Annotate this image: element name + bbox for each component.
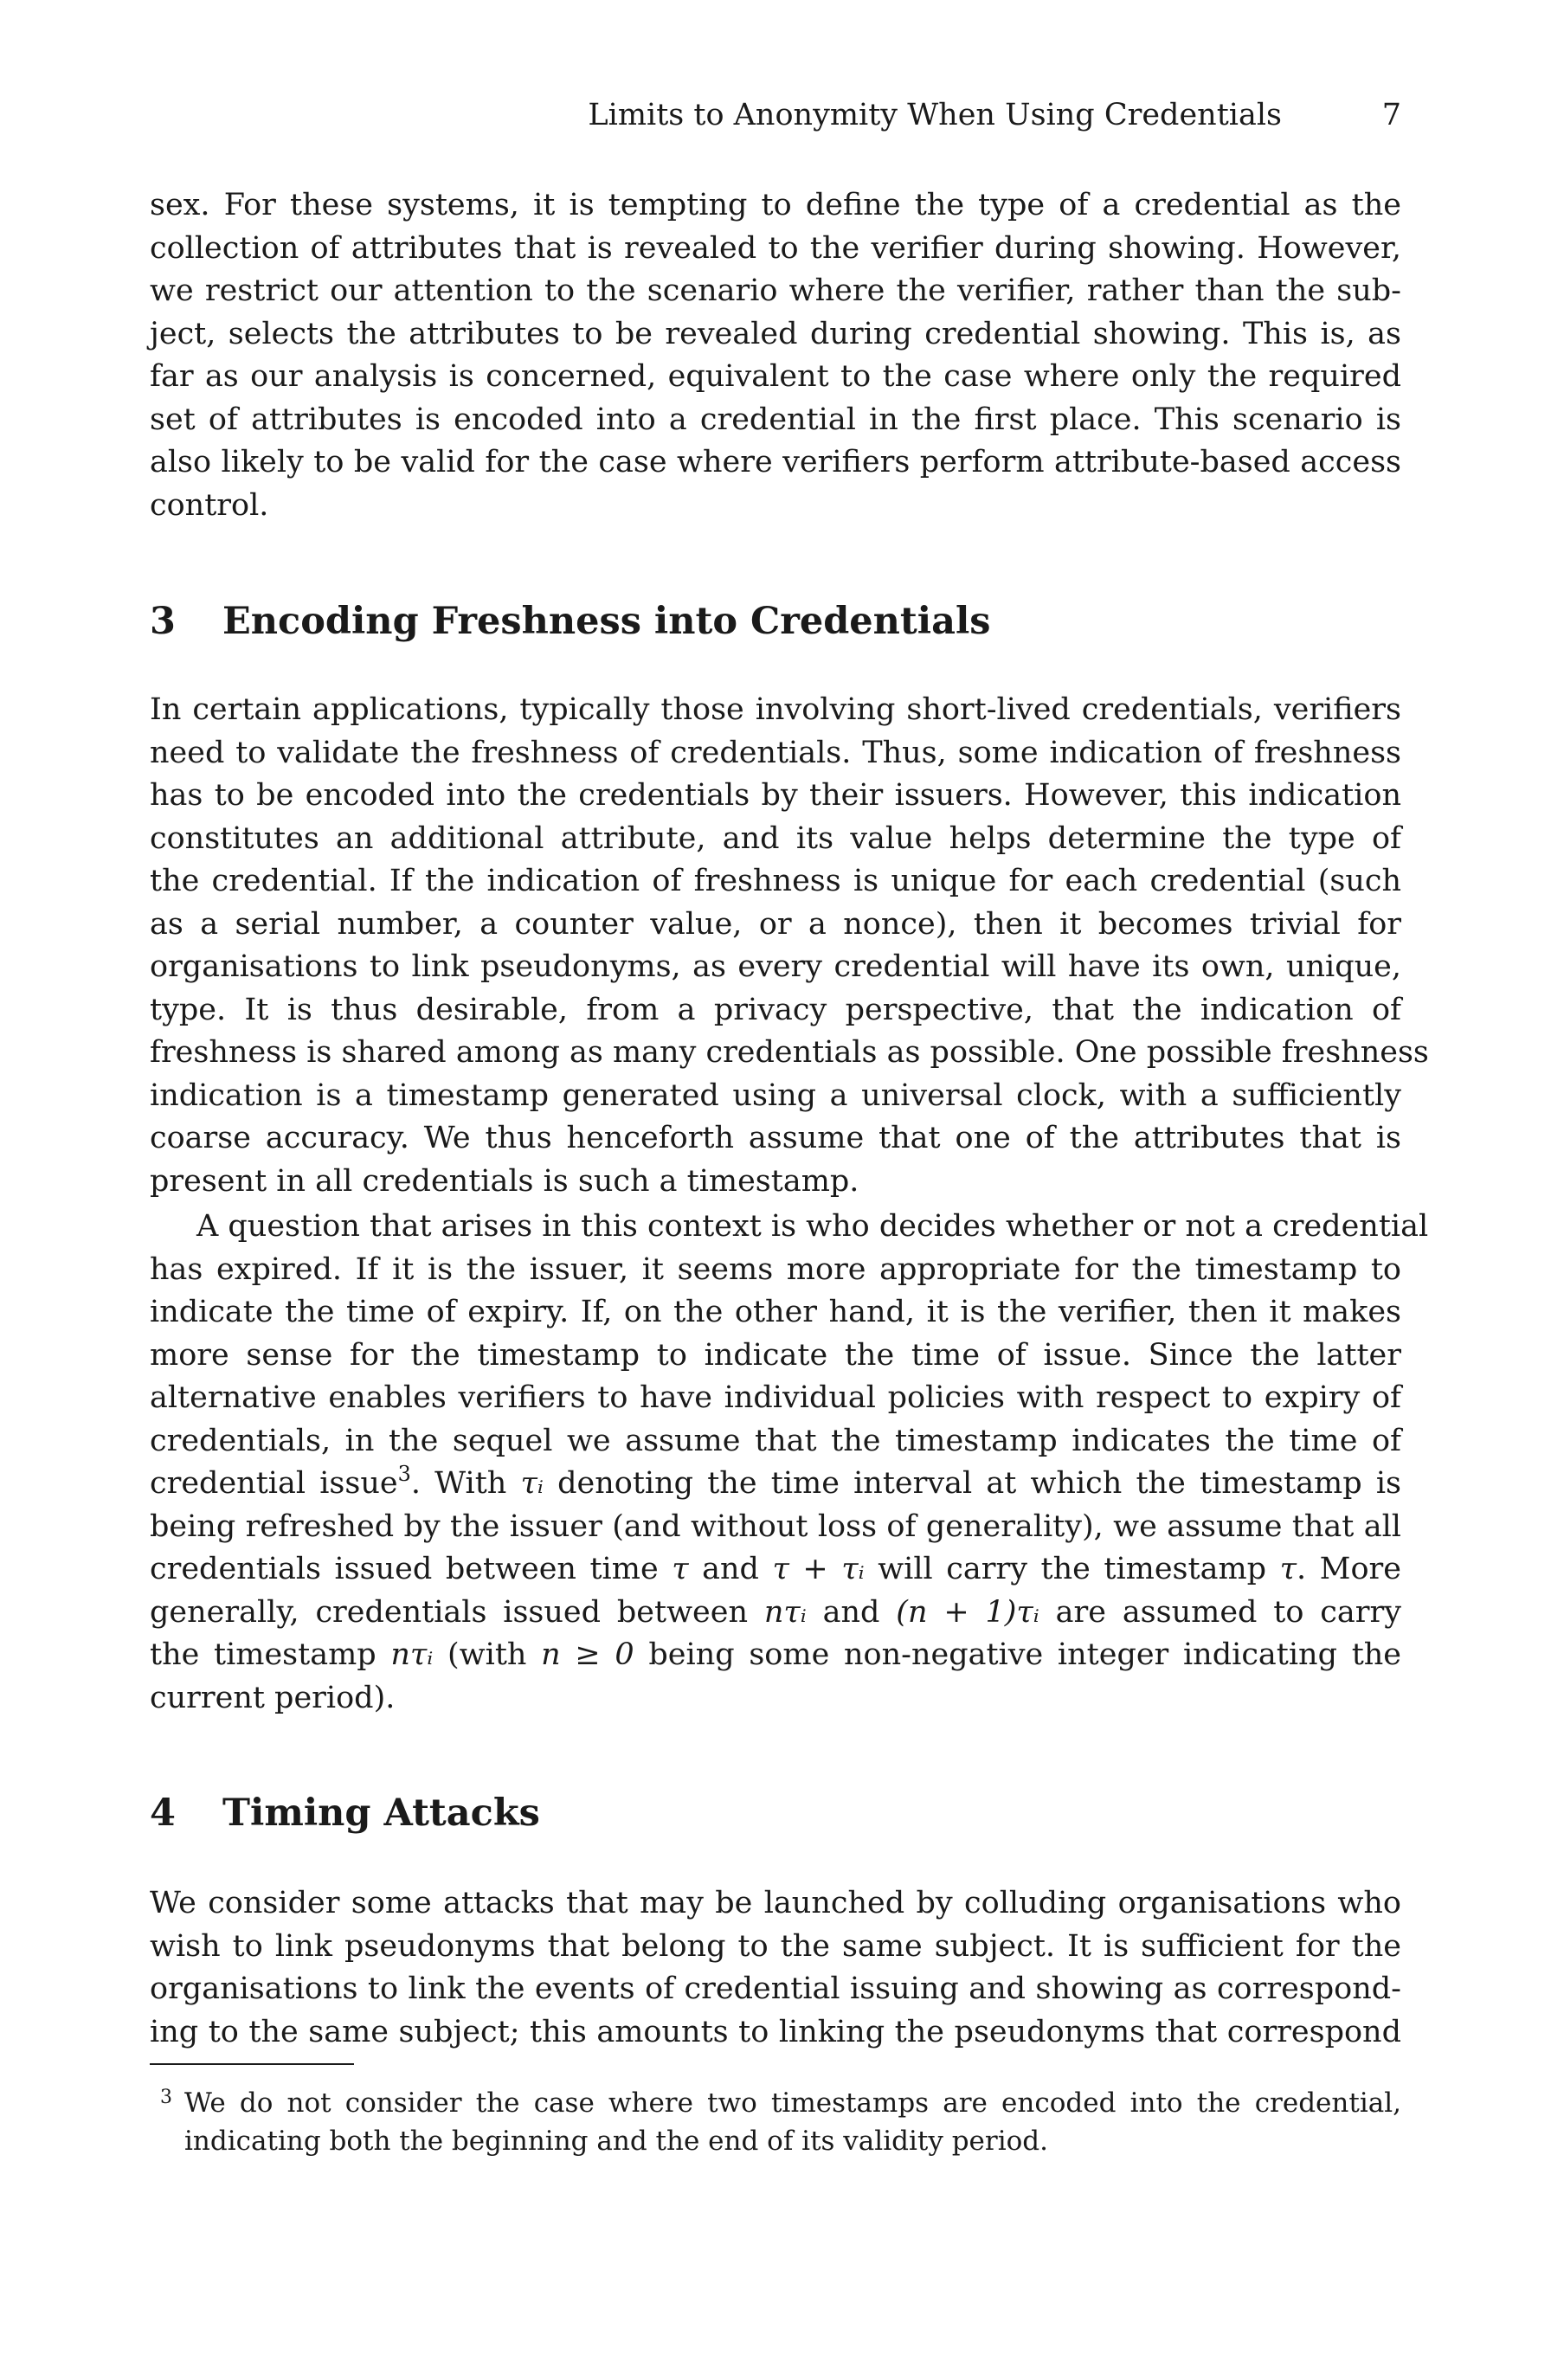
text-run: and [688, 1552, 773, 1586]
math-tau-i: τᵢ [520, 1466, 544, 1501]
text-line: constitutes an additional attribute, and its value helps determine the type of [150, 820, 1401, 856]
text-line [150, 1634, 1401, 1677]
math-tau-plus-tau-i: τ + τᵢ [772, 1552, 865, 1586]
text-line: far as our analysis is concerned, equivalent to the case where only the required [150, 359, 1401, 394]
math-n-tau-i: nτᵢ [390, 1637, 434, 1672]
text-line: the credential. If the indication of freshness is unique for each credential (such [150, 864, 1401, 898]
text-line: coarse accuracy. We thus henceforth assume that one of the attributes that is [150, 1121, 1401, 1155]
footnote-number: 3 [160, 2087, 172, 2108]
text-run: are assumed to carry [1039, 1594, 1401, 1630]
text-run: (with [433, 1637, 542, 1672]
section-4-paragraph-1 [150, 1882, 1401, 2054]
text-run: denoting the time interval at which the timestamp is [543, 1466, 1401, 1501]
text-line: ing to the same subject; this amounts to linking the pseudonyms that correspond [150, 2014, 1401, 2049]
text-line: present in all credentials is such a timestamp. [150, 1163, 859, 1199]
text-run: will carry the timestamp [864, 1552, 1280, 1586]
text-line: credentials, in the sequel we assume that the timestamp indicates the time of [150, 1423, 1401, 1458]
text-line: we restrict our attention to the scenario where the verifier, rather than the sub- [150, 273, 1401, 308]
text-line: wish to link pseudonyms that belong to the same subject. It is sufficient for the [150, 1928, 1401, 1964]
text-line: organisations to link the events of credential issuing and showing as correspond- [150, 1972, 1401, 2006]
text-line: set of attributes is encoded into a credential in the first place. This scenario is [150, 402, 1401, 437]
text-line [150, 1548, 1401, 1592]
text-line: more sense for the timestamp to indicate the time of issue. Since the latter [150, 1337, 1401, 1373]
section-number: 3 [150, 600, 176, 643]
math-n-tau-i: nτᵢ [763, 1594, 807, 1630]
text-line: alternative enables verifiers to have individual policies with respect to expiry of [150, 1380, 1401, 1415]
section-heading-4 [150, 1787, 540, 1839]
text-line: A question that arises in this context is who decides whether or not a credential [196, 1209, 1429, 1244]
text-line: current period). [150, 1680, 396, 1715]
text-run: generally, credentials issued between [150, 1594, 764, 1630]
section-heading-3 [150, 595, 991, 647]
text-line: organisations to link pseudonyms, as every credential will have its own, unique, [150, 949, 1401, 984]
text-line [150, 1463, 1401, 1506]
footnote [150, 2084, 1401, 2160]
text-line: sex. For these systems, it is tempting to define the type of a credential as the [150, 188, 1401, 222]
text-line: indication is a timestamp generated using a universal clock, with a sufficiently [150, 1077, 1401, 1113]
math-tau: τ [672, 1552, 689, 1586]
running-head-title: Limits to Anonymity When Using Credentials [588, 98, 1282, 132]
footnote-marker: 3 [397, 1462, 411, 1486]
text-line: need to validate the freshness of credentials. Thus, some indication of freshness [150, 735, 1401, 770]
text-line: ject, selects the attributes to be revealed during credential showing. This is, as [150, 316, 1401, 351]
text-line: We consider some attacks that may be launched by colluding organisations who [150, 1886, 1401, 1920]
section-title: Encoding Freshness into Credentials [222, 600, 991, 643]
section-3-paragraph-1 [150, 689, 1429, 1203]
section-3-paragraph-2 [150, 1206, 1429, 1720]
text-line: also likely to be valid for the case where verifiers perform attribute-based access [150, 445, 1401, 479]
text-line: being refreshed by the issuer (and without loss of generality), we assume that all [150, 1508, 1401, 1544]
running-head [150, 93, 1401, 137]
text-line: as a serial number, a counter value, or a nonce), then it becomes trivial for [150, 906, 1401, 942]
page-number: 7 [1381, 98, 1401, 132]
footnote-rule [150, 2063, 354, 2065]
text-run: credential issue [150, 1466, 398, 1501]
text-run: credentials issued between time [150, 1552, 673, 1586]
footnote-body [184, 2084, 1401, 2160]
paragraph-continuation [150, 184, 1401, 527]
text-line: freshness is shared among as many credentials as possible. One possible freshness [150, 1035, 1429, 1070]
math-n-geq-0: n ≥ 0 [541, 1637, 634, 1672]
text-run: the timestamp [150, 1637, 391, 1672]
text-line: indicate the time of expiry. If, on the other hand, it is the verifier, then it makes [150, 1295, 1401, 1329]
text-line: control. [150, 487, 269, 523]
section-title: Timing Attacks [222, 1791, 540, 1835]
text-line: collection of attributes that is revealed to the verifier during showing. However, [150, 230, 1401, 266]
text-line: In certain applications, typically those involving short-lived credentials, verifiers [150, 692, 1401, 727]
math-tau: τ [1279, 1552, 1297, 1586]
text-line: type. It is thus desirable, from a privacy perspective, that the indication of [150, 992, 1401, 1027]
math-n-plus-1-tau-i: (n + 1)τᵢ [896, 1594, 1039, 1630]
text-line: has expired. If it is the issuer, it seems more appropriate for the timestamp to [150, 1251, 1401, 1287]
text-run: . More [1296, 1552, 1401, 1586]
text-run: . With [410, 1466, 521, 1501]
paper-page [150, 0, 1429, 2380]
text-run: and [806, 1594, 897, 1630]
footnote-line: indicating both the beginning and the end of its validity period. [184, 2126, 1048, 2157]
text-run: being some non-negative integer indicating the [634, 1637, 1402, 1672]
text-line: has to be encoded into the credentials by their issuers. However, this indication [150, 778, 1401, 813]
section-number: 4 [150, 1791, 176, 1835]
text-line [150, 1592, 1401, 1635]
footnote-line: We do not consider the case where two timestamps are encoded into the credential, [184, 2087, 1401, 2119]
